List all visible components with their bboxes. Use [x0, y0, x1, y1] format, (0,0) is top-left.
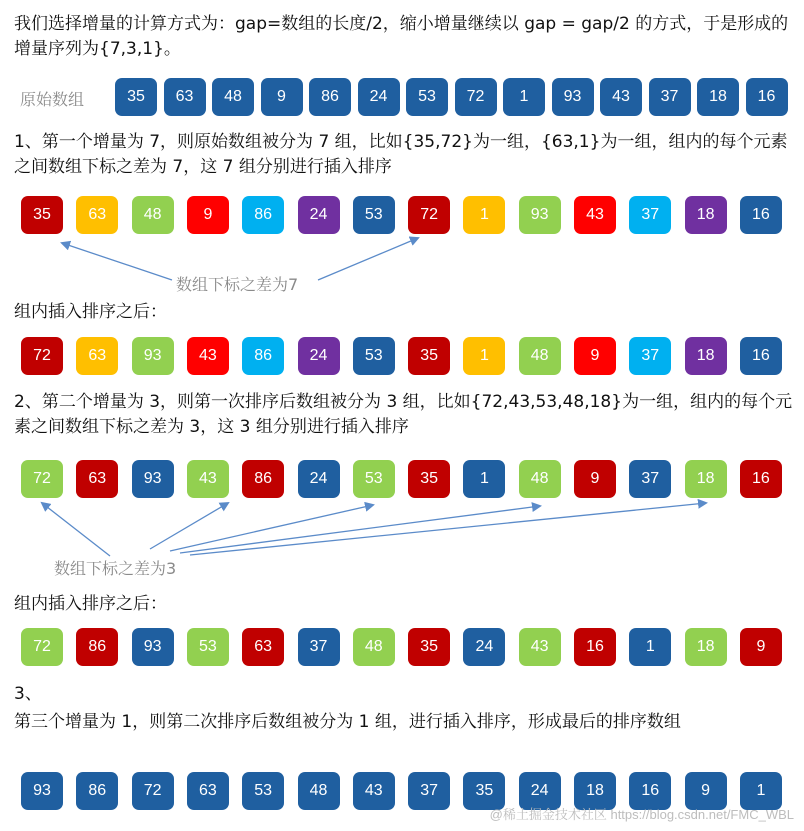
final-cell: 16 [629, 772, 671, 810]
gap3-arrow-0 [42, 503, 110, 556]
original-cell: 72 [455, 78, 497, 116]
gap3-cell: 18 [685, 460, 727, 498]
gap3-arrow-12 [190, 503, 706, 555]
original-cell: 9 [261, 78, 303, 116]
gap3-cell: 1 [463, 460, 505, 498]
gap3-sorted-cell: 43 [519, 628, 561, 666]
gap3-arrow-3 [150, 503, 228, 549]
final-cell: 1 [740, 772, 782, 810]
gap3-sorted-cell: 1 [629, 628, 671, 666]
gap7-sorted-cell: 1 [463, 337, 505, 375]
gap7-cell: 24 [298, 196, 340, 234]
gap7-sorted-cell: 35 [408, 337, 450, 375]
gap3-sorted-cell: 86 [76, 628, 118, 666]
gap3-cell: 93 [132, 460, 174, 498]
watermark: @稀土掘金技术社区 https://blog.csdn.net/FMC_WBL [489, 807, 794, 822]
gap3-cell: 43 [187, 460, 229, 498]
gap7-cell: 35 [21, 196, 63, 234]
gap3-cell: 9 [574, 460, 616, 498]
step2-note: 数组下标之差为3 [54, 559, 177, 578]
gap7-sorted-cell: 86 [242, 337, 284, 375]
original-cell: 24 [358, 78, 400, 116]
gap3-sorted-cell: 63 [242, 628, 284, 666]
gap3-sorted-cell: 48 [353, 628, 395, 666]
gap7-cell: 43 [574, 196, 616, 234]
gap3-cell: 86 [242, 460, 284, 498]
gap7-cell: 9 [187, 196, 229, 234]
after-sort-label-1: 组内插入排序之后： [14, 302, 167, 322]
original-array-label: 原始数组 [20, 90, 85, 109]
original-cell: 37 [649, 78, 691, 116]
final-cell: 93 [21, 772, 63, 810]
gap7-arrow-right [318, 238, 418, 280]
gap7-cell: 16 [740, 196, 782, 234]
gap7-cell: 1 [463, 196, 505, 234]
gap3-sorted-cell: 24 [463, 628, 505, 666]
gap7-cell: 86 [242, 196, 284, 234]
gap7-sorted-cell: 24 [298, 337, 340, 375]
gap7-sorted-cell: 9 [574, 337, 616, 375]
step1-note: 数组下标之差为7 [176, 275, 299, 294]
step1-text: 1、第一个增量为 7，则原始数组被分为 7 组，比如{35,72}为一组，{63,1}为一组，组内的每个元素之间数组下标之差为 7，这 7 组分别进行插入排序 [14, 132, 788, 177]
gap7-cell: 63 [76, 196, 118, 234]
original-cell: 16 [746, 78, 788, 116]
final-cell: 43 [353, 772, 395, 810]
gap3-sorted-cell: 16 [574, 628, 616, 666]
original-cell: 53 [406, 78, 448, 116]
gap3-sorted-cell: 72 [21, 628, 63, 666]
gap3-sorted-cell: 9 [740, 628, 782, 666]
gap7-sorted-cell: 37 [629, 337, 671, 375]
gap7-cell: 53 [353, 196, 395, 234]
original-cell: 43 [600, 78, 642, 116]
gap7-sorted-cell: 93 [132, 337, 174, 375]
gap7-sorted-cell: 48 [519, 337, 561, 375]
final-cell: 48 [298, 772, 340, 810]
original-cell: 18 [697, 78, 739, 116]
final-cell: 72 [132, 772, 174, 810]
gap3-cell: 53 [353, 460, 395, 498]
original-cell: 1 [503, 78, 545, 116]
step3-text: 第三个增量为 1，则第二次排序后数组被分为 1 组，进行插入排序，形成最后的排序数组 [14, 712, 681, 732]
final-cell: 18 [574, 772, 616, 810]
gap7-sorted-cell: 53 [353, 337, 395, 375]
final-cell: 86 [76, 772, 118, 810]
gap3-cell: 72 [21, 460, 63, 498]
original-cell: 63 [164, 78, 206, 116]
step3-number: 3、 [14, 684, 42, 704]
gap7-sorted-cell: 16 [740, 337, 782, 375]
gap3-arrow-9 [180, 506, 540, 553]
gap3-cell: 37 [629, 460, 671, 498]
original-cell: 48 [212, 78, 254, 116]
final-cell: 53 [242, 772, 284, 810]
gap7-cell: 72 [408, 196, 450, 234]
gap3-cell: 35 [408, 460, 450, 498]
final-cell: 37 [408, 772, 450, 810]
after-sort-label-2: 组内插入排序之后： [14, 594, 167, 614]
step2-text: 2、第二个增量为 3，则第一次排序后数组被分为 3 组，比如{72,43,53,48,18}为一组，组内的每个元素之间数组下标之差为 3，这 3 组分别进行插入排序 [14, 392, 793, 437]
gap3-sorted-cell: 53 [187, 628, 229, 666]
gap7-cell: 37 [629, 196, 671, 234]
final-cell: 35 [463, 772, 505, 810]
gap3-sorted-cell: 35 [408, 628, 450, 666]
final-cell: 63 [187, 772, 229, 810]
intro-text: 我们选择增量的计算方式为：gap=数组的长度/2，缩小增量继续以 gap = gap/2 的方式，于是形成的增量序列为{7,3,1}。 [14, 14, 789, 59]
gap7-arrow-left [62, 243, 172, 280]
original-cell: 86 [309, 78, 351, 116]
final-cell: 24 [519, 772, 561, 810]
gap3-cell: 48 [519, 460, 561, 498]
gap3-sorted-cell: 37 [298, 628, 340, 666]
gap7-sorted-cell: 63 [76, 337, 118, 375]
gap3-arrow-6 [170, 505, 373, 551]
gap3-cell: 24 [298, 460, 340, 498]
gap7-cell: 18 [685, 196, 727, 234]
gap7-cell: 48 [132, 196, 174, 234]
final-cell: 9 [685, 772, 727, 810]
gap7-sorted-cell: 18 [685, 337, 727, 375]
gap3-sorted-cell: 18 [685, 628, 727, 666]
gap3-sorted-cell: 93 [132, 628, 174, 666]
gap7-sorted-cell: 43 [187, 337, 229, 375]
gap3-cell: 16 [740, 460, 782, 498]
original-cell: 93 [552, 78, 594, 116]
gap3-cell: 63 [76, 460, 118, 498]
original-cell: 35 [115, 78, 157, 116]
gap7-cell: 93 [519, 196, 561, 234]
gap7-sorted-cell: 72 [21, 337, 63, 375]
